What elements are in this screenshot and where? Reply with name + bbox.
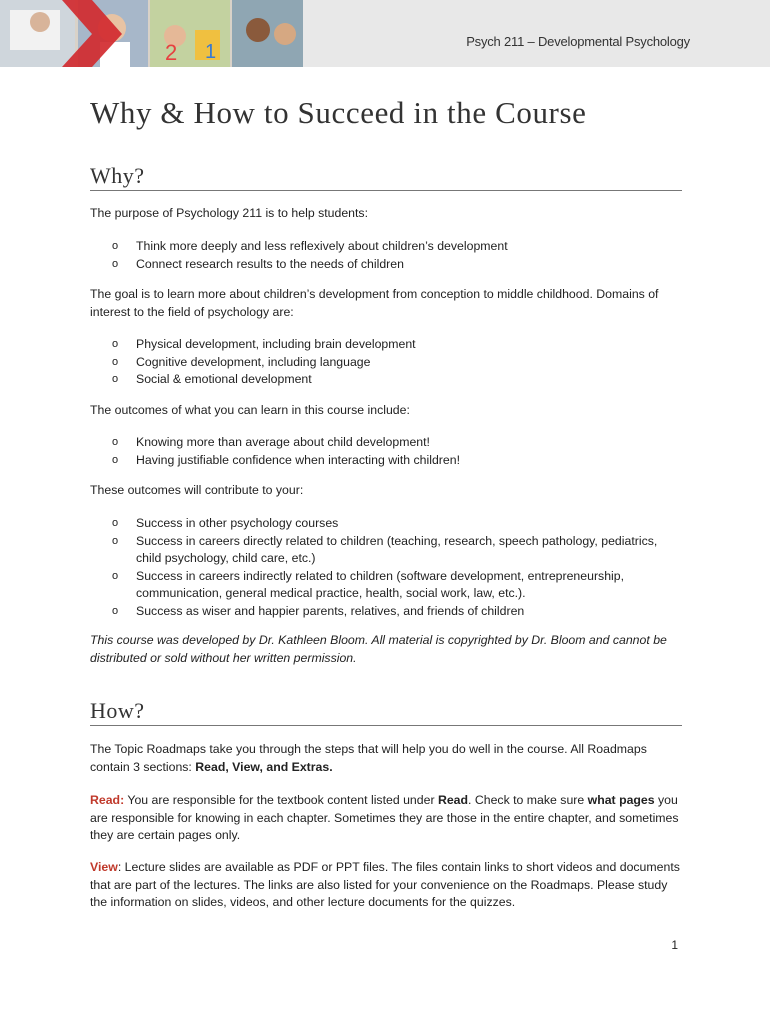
- list-item: o Knowing more than average about child development!: [90, 434, 682, 452]
- view-label: View: [90, 860, 118, 874]
- read-text-a: You are responsible for the textbook content listed under: [124, 793, 438, 807]
- svg-text:1: 1: [205, 41, 217, 63]
- list-item: o Success in careers directly related to children (teaching, research, speech pathology, pediatrics, child psychology, child care, etc.): [90, 533, 682, 568]
- read-paragraph: [90, 792, 682, 845]
- contrib-list: [90, 515, 682, 620]
- contrib-intro: These outcomes will contribute to your:: [90, 483, 304, 497]
- svg-text:2: 2: [165, 40, 178, 65]
- outcomes-list: [90, 434, 682, 469]
- read-label: Read:: [90, 793, 125, 807]
- list-item: o Success in careers indirectly related to children (software development, entrepreneurship, communication, general medical practice, health, social work, law, etc.).: [90, 568, 682, 603]
- copyright-notice: [90, 632, 682, 667]
- domains-list: [90, 336, 682, 389]
- read-term: Read: [437, 793, 469, 807]
- list-item: o Success as wiser and happier parents, relatives, and friends of children: [90, 603, 682, 621]
- list-item: o Cognitive development, including language: [90, 354, 682, 372]
- list-item: o Success in other psychology courses: [90, 515, 682, 533]
- why-heading: Why?: [90, 163, 682, 191]
- why-intro: The purpose of Psychology 211 is to help students:: [90, 206, 368, 220]
- how-intro-text: The Topic Roadmaps take you through the steps that will help you do well in the course. All Roadmaps contain 3 sections:: [90, 742, 647, 774]
- how-sections-list: Read, View, and Extras.: [195, 759, 333, 774]
- header-photo-collage: [0, 0, 303, 67]
- read-text-c: . Check to make sure: [468, 793, 588, 807]
- purpose-list: [90, 238, 682, 273]
- view-colon: :: [117, 860, 122, 874]
- course-title: Psych 211 – Developmental Psychology: [466, 34, 690, 49]
- list-item: o Think more deeply and less reflexively about children’s development: [90, 238, 682, 256]
- view-text: Lecture slides are available as PDF or PPT files. The files contain links to short videos and documents that are part of the lectures. The links are also listed for your convenience on the Roadmaps. Please study the information on slides, videos, and other lecture documents for the quizzes.: [90, 860, 680, 909]
- outcomes-intro: The outcomes of what you can learn in this course include:: [90, 403, 410, 417]
- copyright-text: This course was developed by Dr. Kathleen Bloom. All material is copyrighted by Dr. Bloom and cannot be distributed or sold without her written permission.: [90, 633, 667, 665]
- page-number: 1: [671, 938, 678, 952]
- list-item: o Social & emotional development: [90, 371, 682, 389]
- list-item: o Having justifiable confidence when interacting with children!: [90, 452, 682, 470]
- read-text-e: you are responsible for knowing in each chapter. Sometimes they are those in the entire chapter, and sometimes they are certain pages only.: [90, 793, 679, 842]
- page-header: [0, 0, 770, 67]
- how-heading: How?: [90, 698, 682, 726]
- read-what-pages: what pages: [587, 793, 655, 807]
- page-title: Why & How to Succeed in the Course: [90, 95, 587, 130]
- how-intro: [90, 741, 682, 776]
- view-paragraph: [90, 859, 682, 912]
- list-item: o Physical development, including brain development: [90, 336, 682, 354]
- goal-paragraph: The goal is to learn more about children’s development from conception to middle childhood. Domains of interest to the field of psychology are:: [90, 287, 659, 319]
- list-item: o Connect research results to the needs of children: [90, 256, 682, 274]
